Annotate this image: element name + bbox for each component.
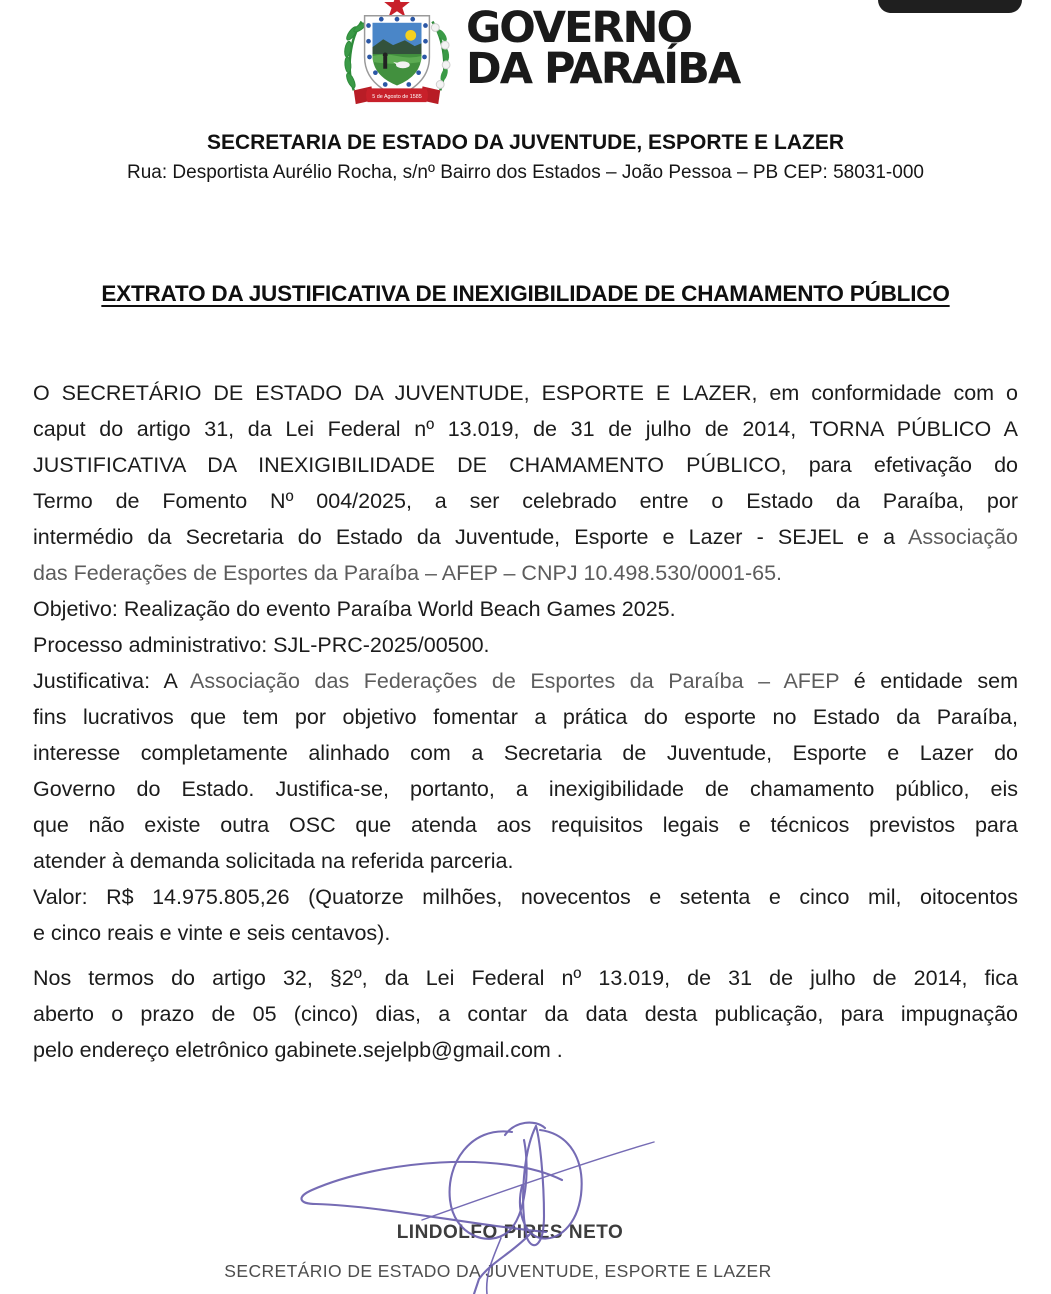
body-text: Justificativa: A <box>33 669 191 693</box>
government-logo <box>338 0 739 110</box>
signatory-role: SECRETÁRIO DE ESTADO DA JUVENTUDE, ESPORTE E LAZER <box>224 1261 772 1281</box>
org-address: Rua: Desportista Aurélio Rocha, s/nº Bairro dos Estados – João Pessoa – PB CEP: 58031-000 <box>127 162 924 183</box>
body-text: Processo administrativo: SJL-PRC-2025/00500. <box>33 633 490 657</box>
body-text: JUSTIFICATIVA DA INEXIGIBILIDADE DE CHAMAMENTO PÚBLICO, para efetivação do <box>33 453 1018 477</box>
document-title: EXTRATO DA JUSTIFICATIVA DE INEXIGIBILIDADE DE CHAMAMENTO PÚBLICO <box>101 281 950 306</box>
logo-line1: GOVERNO <box>466 3 691 53</box>
body-text: Nos termos do artigo 32, §2º, da Lei Federal nº 13.019, de 31 de julho de 2014, fica <box>33 966 1018 990</box>
text-line <box>33 447 1018 483</box>
body-text: Valor: R$ 14.975.805,26 (Quatorze milhões, novecentos e setenta e cinco mil, oitocentos <box>33 885 1018 909</box>
body-text: interesse completamente alinhado com a Secretaria de Juventude, Esporte e Lazer do <box>33 741 1018 765</box>
text-line <box>33 411 1018 447</box>
body-text: O SECRETÁRIO DE ESTADO DA JUVENTUDE, ESPORTE E LAZER, em conformidade com o <box>33 381 1018 405</box>
text-line <box>33 555 1018 591</box>
logo-line2: DA PARAÍBA <box>466 44 740 94</box>
text-line <box>33 375 1018 411</box>
entity-name-text: Associação <box>908 525 1018 549</box>
cutoff-black-pill <box>878 0 1022 13</box>
body-text: e cinco reais e vinte e seis centavos). <box>33 921 391 945</box>
body-text: Termo de Fomento Nº 004/2025, a ser celebrado entre o Estado da Paraíba, por <box>33 489 1018 513</box>
ribbon <box>354 86 440 104</box>
body-text: é entidade sem <box>839 669 1018 693</box>
body-text: fins lucrativos que tem por objetivo fomentar a prática do esporte no Estado da Paraíba, <box>33 705 1018 729</box>
text-line <box>33 663 1018 699</box>
body-text: atender à demanda solicitada na referida parceria. <box>33 849 514 873</box>
text-line <box>33 807 1018 843</box>
body-text: que não existe outra OSC que atenda aos requisitos legais e técnicos previstos para <box>33 813 1018 837</box>
text-line <box>33 960 1018 996</box>
body-paragraph-1 <box>33 375 1018 951</box>
body-text: Objetivo: Realização do evento Paraíba World Beach Games 2025. <box>33 597 676 621</box>
ribbon-text: 5 de Agosto de 1585 <box>372 94 422 101</box>
body-text: caput do artigo 31, da Lei Federal nº 13.019, de 31 de julho de 2014, TORNA PÚBLICO A <box>33 417 1018 441</box>
paraiba-coat-of-arms-icon <box>338 0 456 110</box>
signatory-name: LINDOLFO PIRES NETO <box>396 1222 624 1243</box>
text-line <box>33 483 1018 519</box>
org-name: SECRETARIA DE ESTADO DA JUVENTUDE, ESPORTE E LAZER <box>206 131 845 154</box>
body-text: Governo do Estado. Justifica-se, portanto, a inexigibilidade de chamamento público, eis <box>33 777 1018 801</box>
text-line <box>33 843 1018 879</box>
text-line <box>33 519 1018 555</box>
body-text: intermédio da Secretaria do Estado da Juventude, Esporte e Lazer - SEJEL e a <box>33 525 909 549</box>
text-line <box>33 735 1018 771</box>
handwritten-signature <box>290 1112 670 1294</box>
text-line <box>33 915 1018 951</box>
text-line <box>33 627 1018 663</box>
logo-wordmark <box>466 3 740 94</box>
text-line <box>33 879 1018 915</box>
entity-name-text: Associação das Federações de Esportes da Paraíba – AFEP <box>190 669 840 693</box>
body-text: pelo endereço eletrônico gabinete.sejelpb@gmail.com . <box>33 1038 563 1062</box>
body-text: aberto o prazo de 05 (cinco) dias, a contar da data desta publicação, para impugnação <box>33 1002 1018 1026</box>
text-line <box>33 771 1018 807</box>
text-line <box>33 1032 1018 1068</box>
text-line <box>33 699 1018 735</box>
text-line <box>33 996 1018 1032</box>
entity-name-text: das Federações de Esportes da Paraíba – AFEP – CNPJ 10.498.530/0001-65. <box>33 561 783 585</box>
body-paragraph-2 <box>33 960 1018 1068</box>
text-line <box>33 591 1018 627</box>
